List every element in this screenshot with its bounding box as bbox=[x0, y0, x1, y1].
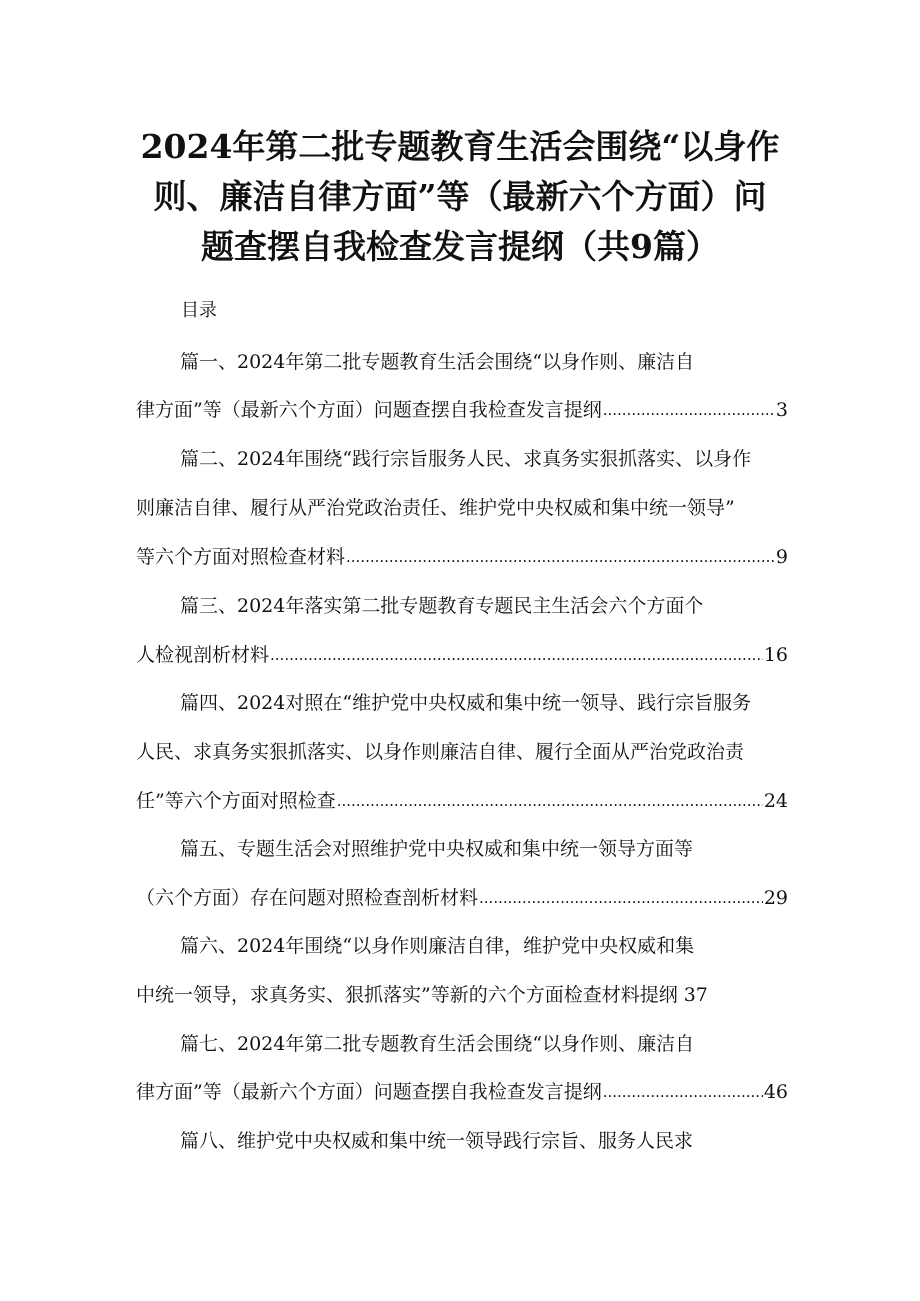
toc-entry-text: 中统一领导，求真务实、狠抓落实”等新的六个方面检查材料提纲 bbox=[136, 984, 678, 1006]
toc-entry-row[interactable] bbox=[136, 1078, 788, 1106]
toc-page-number: 16 bbox=[763, 644, 788, 666]
title-line: 则、廉洁自律方面”等（最新六个方面）问 bbox=[153, 177, 767, 216]
toc-entry-row[interactable] bbox=[136, 787, 788, 815]
toc-page-number: 37 bbox=[683, 984, 708, 1006]
toc-entry-text[interactable]: 篇六、2024年围绕“以身作则廉洁自律，维护党中央权威和集 bbox=[180, 935, 695, 957]
toc-entry-row[interactable] bbox=[136, 884, 788, 912]
toc-entry-text[interactable]: 篇三、2024年落实第二批专题教育专题民主生活会六个方面个 bbox=[180, 595, 704, 617]
toc-entry-row[interactable] bbox=[136, 396, 788, 424]
toc-entry-text: 人检视剖析材料 bbox=[136, 644, 270, 666]
toc-page-number: 46 bbox=[763, 1081, 788, 1103]
toc-entry-text: 律方面”等（最新六个方面）问题查摆自我检查发言提纲 bbox=[136, 1081, 602, 1103]
toc-entry-text: （六个方面）存在问题对照检查剖析材料 bbox=[136, 887, 479, 909]
toc-entry-text[interactable]: 篇二、2024年围绕“践行宗旨服务人民、求真务实狠抓落实、以身作 bbox=[180, 448, 752, 470]
toc-leader-dots bbox=[603, 396, 775, 424]
toc-page-number: 9 bbox=[775, 546, 788, 568]
toc-entry-text: 律方面”等（最新六个方面）问题查摆自我检查发言提纲 bbox=[136, 399, 602, 421]
toc-page-number: 29 bbox=[763, 887, 788, 909]
title-line: 题查摆自我检查发言提纲（共9篇） bbox=[201, 227, 719, 266]
toc-entry-text[interactable]: 篇五、专题生活会对照维护党中央权威和集中统一领导方面等 bbox=[180, 838, 694, 860]
toc-leader-dots bbox=[603, 1078, 763, 1106]
toc-heading: 目录 bbox=[181, 300, 217, 321]
toc-entry-text[interactable]: 人民、求真务实狠抓落实、以身作则廉洁自律、履行全面从严治党政治责 bbox=[136, 741, 745, 763]
toc-leader-dots bbox=[479, 884, 763, 912]
toc-leader-dots bbox=[270, 641, 763, 669]
toc-entry-text[interactable]: 篇四、2024对照在“维护党中央权威和集中统一领导、践行宗旨服务 bbox=[180, 692, 752, 714]
toc-entry-text: 任”等六个方面对照检查 bbox=[136, 790, 336, 812]
toc-entry-text[interactable]: 篇七、2024年第二批专题教育生活会围绕“以身作则、廉洁自 bbox=[180, 1033, 695, 1055]
toc-entry-row[interactable] bbox=[136, 981, 788, 1009]
toc-page-number: 24 bbox=[763, 790, 788, 812]
toc-entry-text[interactable]: 则廉洁自律、履行从严治党政治责任、维护党中央权威和集中统一领导” bbox=[136, 497, 735, 519]
toc-entry-row[interactable] bbox=[136, 543, 788, 571]
toc-leader-dots bbox=[346, 543, 775, 571]
toc-entry-text: 等六个方面对照检查材料 bbox=[136, 546, 346, 568]
toc-entry-text[interactable]: 篇八、维护党中央权威和集中统一领导践行宗旨、服务人民求 bbox=[180, 1130, 694, 1152]
document-title bbox=[130, 122, 790, 272]
toc-entry-row[interactable] bbox=[136, 641, 788, 669]
toc-leader-dots bbox=[337, 787, 763, 815]
toc-page-number: 3 bbox=[775, 399, 788, 421]
title-line: 2024年第二批专题教育生活会围绕“以身作 bbox=[140, 127, 780, 166]
toc-entry-text[interactable]: 篇一、2024年第二批专题教育生活会围绕“以身作则、廉洁自 bbox=[180, 351, 695, 373]
